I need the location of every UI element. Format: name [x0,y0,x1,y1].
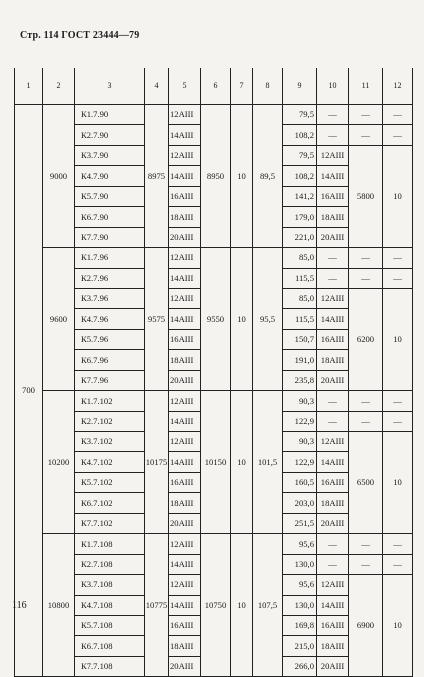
mark-cell: К6.7.90 [75,207,145,227]
table-cell: — [349,105,383,125]
table-cell: 14AIII [169,411,201,431]
table-cell: 14AIII [169,452,201,472]
table-cell: 16AIII [317,615,349,635]
mark-cell: К6.7.96 [75,350,145,370]
mark-cell: К1.7.108 [75,534,145,554]
table-cell: — [383,554,413,574]
column-header: 6 [201,68,231,105]
table-cell: 6200 [349,288,383,390]
table-cell: 18AIII [169,350,201,370]
table-cell: 18AIII [317,350,349,370]
table-cell: 12AIII [169,145,201,165]
table-cell: 20AIII [169,227,201,247]
mark-cell: К5.7.96 [75,329,145,349]
table-cell: — [317,391,349,411]
table-cell: 10 [231,248,253,391]
table-cell: 10 [383,432,413,534]
table-cell: 101,5 [253,391,283,534]
table-cell: 10150 [201,391,231,534]
mark-cell: К3.7.102 [75,432,145,452]
group-length-cell: 9000 [43,105,75,248]
mark-cell: К2.7.96 [75,268,145,288]
table-cell: 169,8 [283,615,317,635]
mark-cell: К5.7.102 [75,472,145,492]
mark-cell: К7.7.96 [75,370,145,390]
table-cell: 14AIII [169,595,201,615]
table-cell: 14AIII [169,309,201,329]
table-cell: 160,5 [283,472,317,492]
table-cell: 8950 [201,105,231,248]
mark-cell: К3.7.90 [75,145,145,165]
table-cell: 10 [231,105,253,248]
mark-cell: К7.7.102 [75,513,145,533]
table-cell: 115,5 [283,309,317,329]
table-body [15,105,413,677]
column-header: 2 [43,68,75,105]
table-cell: 107,5 [253,534,283,677]
table-cell: 18AIII [169,207,201,227]
table-cell: 251,5 [283,513,317,533]
table-cell: 179,0 [283,207,317,227]
table-cell: 20AIII [317,227,349,247]
column-header: 4 [145,68,169,105]
table-cell: 12AIII [169,105,201,125]
column-header: 1 [15,68,43,105]
group-length-cell: 10800 [43,534,75,677]
table-cell: 18AIII [317,207,349,227]
column-header: 8 [253,68,283,105]
mark-cell: К4.7.102 [75,452,145,472]
table-cell: 18AIII [169,636,201,656]
table-row [15,105,413,125]
column-header: 11 [349,68,383,105]
mark-cell: К1.7.102 [75,391,145,411]
mark-cell: К4.7.90 [75,166,145,186]
table-cell: 130,0 [283,554,317,574]
table-cell: 215,0 [283,636,317,656]
table-row [15,248,413,268]
table-cell: 10775 [145,534,169,677]
table-cell: 6900 [349,575,383,677]
table-cell: 16AIII [169,472,201,492]
table-cell: 14AIII [317,595,349,615]
table-cell: 10 [231,391,253,534]
table-cell: 95,5 [253,248,283,391]
table-cell: 122,9 [283,452,317,472]
table-cell: — [349,391,383,411]
table-cell: 79,5 [283,145,317,165]
table-cell: 203,0 [283,493,317,513]
mark-cell: К2.7.108 [75,554,145,574]
column-header: 9 [283,68,317,105]
table-cell: 12AIII [169,432,201,452]
mark-cell: К1.7.90 [75,105,145,125]
table-cell: — [317,534,349,554]
table-cell: 16AIII [169,615,201,635]
table-cell: — [383,268,413,288]
table-cell: 20AIII [169,656,201,676]
column-header: 12 [383,68,413,105]
mark-cell: К2.7.102 [75,411,145,431]
table-cell: 191,0 [283,350,317,370]
table-cell: — [349,125,383,145]
table-cell: 108,2 [283,166,317,186]
table-cell: — [383,411,413,431]
table-cell: 95,6 [283,534,317,554]
table-cell: 14AIII [317,166,349,186]
table-cell: 85,0 [283,288,317,308]
reinforcement-table [14,68,413,677]
table-cell: 10 [383,575,413,677]
table-cell: 12AIII [317,432,349,452]
table-cell: 12AIII [169,534,201,554]
table-cell: 130,0 [283,595,317,615]
table-cell: — [349,268,383,288]
table-cell: 9550 [201,248,231,391]
table-cell: 266,0 [283,656,317,676]
mark-cell: К5.7.108 [75,615,145,635]
table-cell: 20AIII [317,370,349,390]
table-cell: 16AIII [317,329,349,349]
table-cell: 14AIII [169,268,201,288]
table-cell: 95,6 [283,575,317,595]
table-cell: 79,5 [283,105,317,125]
table-cell: 14AIII [169,125,201,145]
table-cell: 10 [383,288,413,390]
mark-cell: К7.7.108 [75,656,145,676]
table-cell: 89,5 [253,105,283,248]
table-cell: 16AIII [317,186,349,206]
table-cell: — [349,554,383,574]
table-cell: 16AIII [169,186,201,206]
page-header: Стр. 114 ГОСТ 23444—79 [20,30,140,41]
table-cell: 5800 [349,145,383,247]
table-cell: 221,0 [283,227,317,247]
mark-cell: К6.7.102 [75,493,145,513]
table-cell: 12AIII [317,288,349,308]
table-cell: 10 [231,534,253,677]
mark-cell: К3.7.108 [75,575,145,595]
column-header: 5 [169,68,201,105]
group-length-cell: 10200 [43,391,75,534]
table-cell: 141,2 [283,186,317,206]
table-cell: 20AIII [169,370,201,390]
table-cell: — [349,411,383,431]
table-cell: 8975 [145,105,169,248]
mark-cell: К2.7.90 [75,125,145,145]
table-cell: 14AIII [317,309,349,329]
table-cell: 10 [383,145,413,247]
table-cell: — [317,105,349,125]
table-cell: 10750 [201,534,231,677]
table-cell: 12AIII [169,288,201,308]
table-cell: 85,0 [283,248,317,268]
mark-cell: К5.7.90 [75,186,145,206]
table-cell: 90,3 [283,432,317,452]
table-cell: 16AIII [317,472,349,492]
table-cell: 20AIII [317,656,349,676]
column-header: 10 [317,68,349,105]
mark-cell: К4.7.108 [75,595,145,615]
table-cell: 20AIII [169,513,201,533]
mark-cell: К7.7.90 [75,227,145,247]
table-header [15,68,413,105]
table-cell: — [317,248,349,268]
table-cell: 14AIII [169,166,201,186]
table-cell: — [317,268,349,288]
table-cell: 150,7 [283,329,317,349]
table-cell: — [317,411,349,431]
group-length-cell: 9600 [43,248,75,391]
table-cell: — [383,105,413,125]
table-cell: — [383,534,413,554]
table-cell: 12AIII [169,575,201,595]
table-cell: 115,5 [283,268,317,288]
table-cell: 6500 [349,432,383,534]
table-cell: 16AIII [169,329,201,349]
table-cell: 12AIII [169,391,201,411]
table-cell: — [383,391,413,411]
table-row [15,391,413,411]
column-header: 7 [231,68,253,105]
table-cell: 20AIII [317,513,349,533]
mark-cell: К1.7.96 [75,248,145,268]
table-cell: 122,9 [283,411,317,431]
table-cell: — [317,125,349,145]
table-cell: — [317,554,349,574]
table-cell: 10175 [145,391,169,534]
table-cell: 18AIII [169,493,201,513]
table-cell: 14AIII [169,554,201,574]
table-cell: 12AIII [317,145,349,165]
table-cell: — [349,534,383,554]
table-cell: 12AIII [169,248,201,268]
table-cell: 18AIII [317,493,349,513]
mark-cell: К4.7.96 [75,309,145,329]
block-length-cell: 700 [15,105,43,677]
mark-cell: К6.7.108 [75,636,145,656]
table-cell: 235,8 [283,370,317,390]
table-cell: 108,2 [283,125,317,145]
table-row [15,534,413,554]
table-cell: 12AIII [317,575,349,595]
table-cell: — [383,248,413,268]
table-cell: — [383,125,413,145]
table-cell: 9575 [145,248,169,391]
column-header: 3 [75,68,145,105]
table-cell: 14AIII [317,452,349,472]
table-cell: 18AIII [317,636,349,656]
table-cell: 90,3 [283,391,317,411]
table-cell: — [349,248,383,268]
page-number: 116 [12,600,27,611]
mark-cell: К3.7.96 [75,288,145,308]
